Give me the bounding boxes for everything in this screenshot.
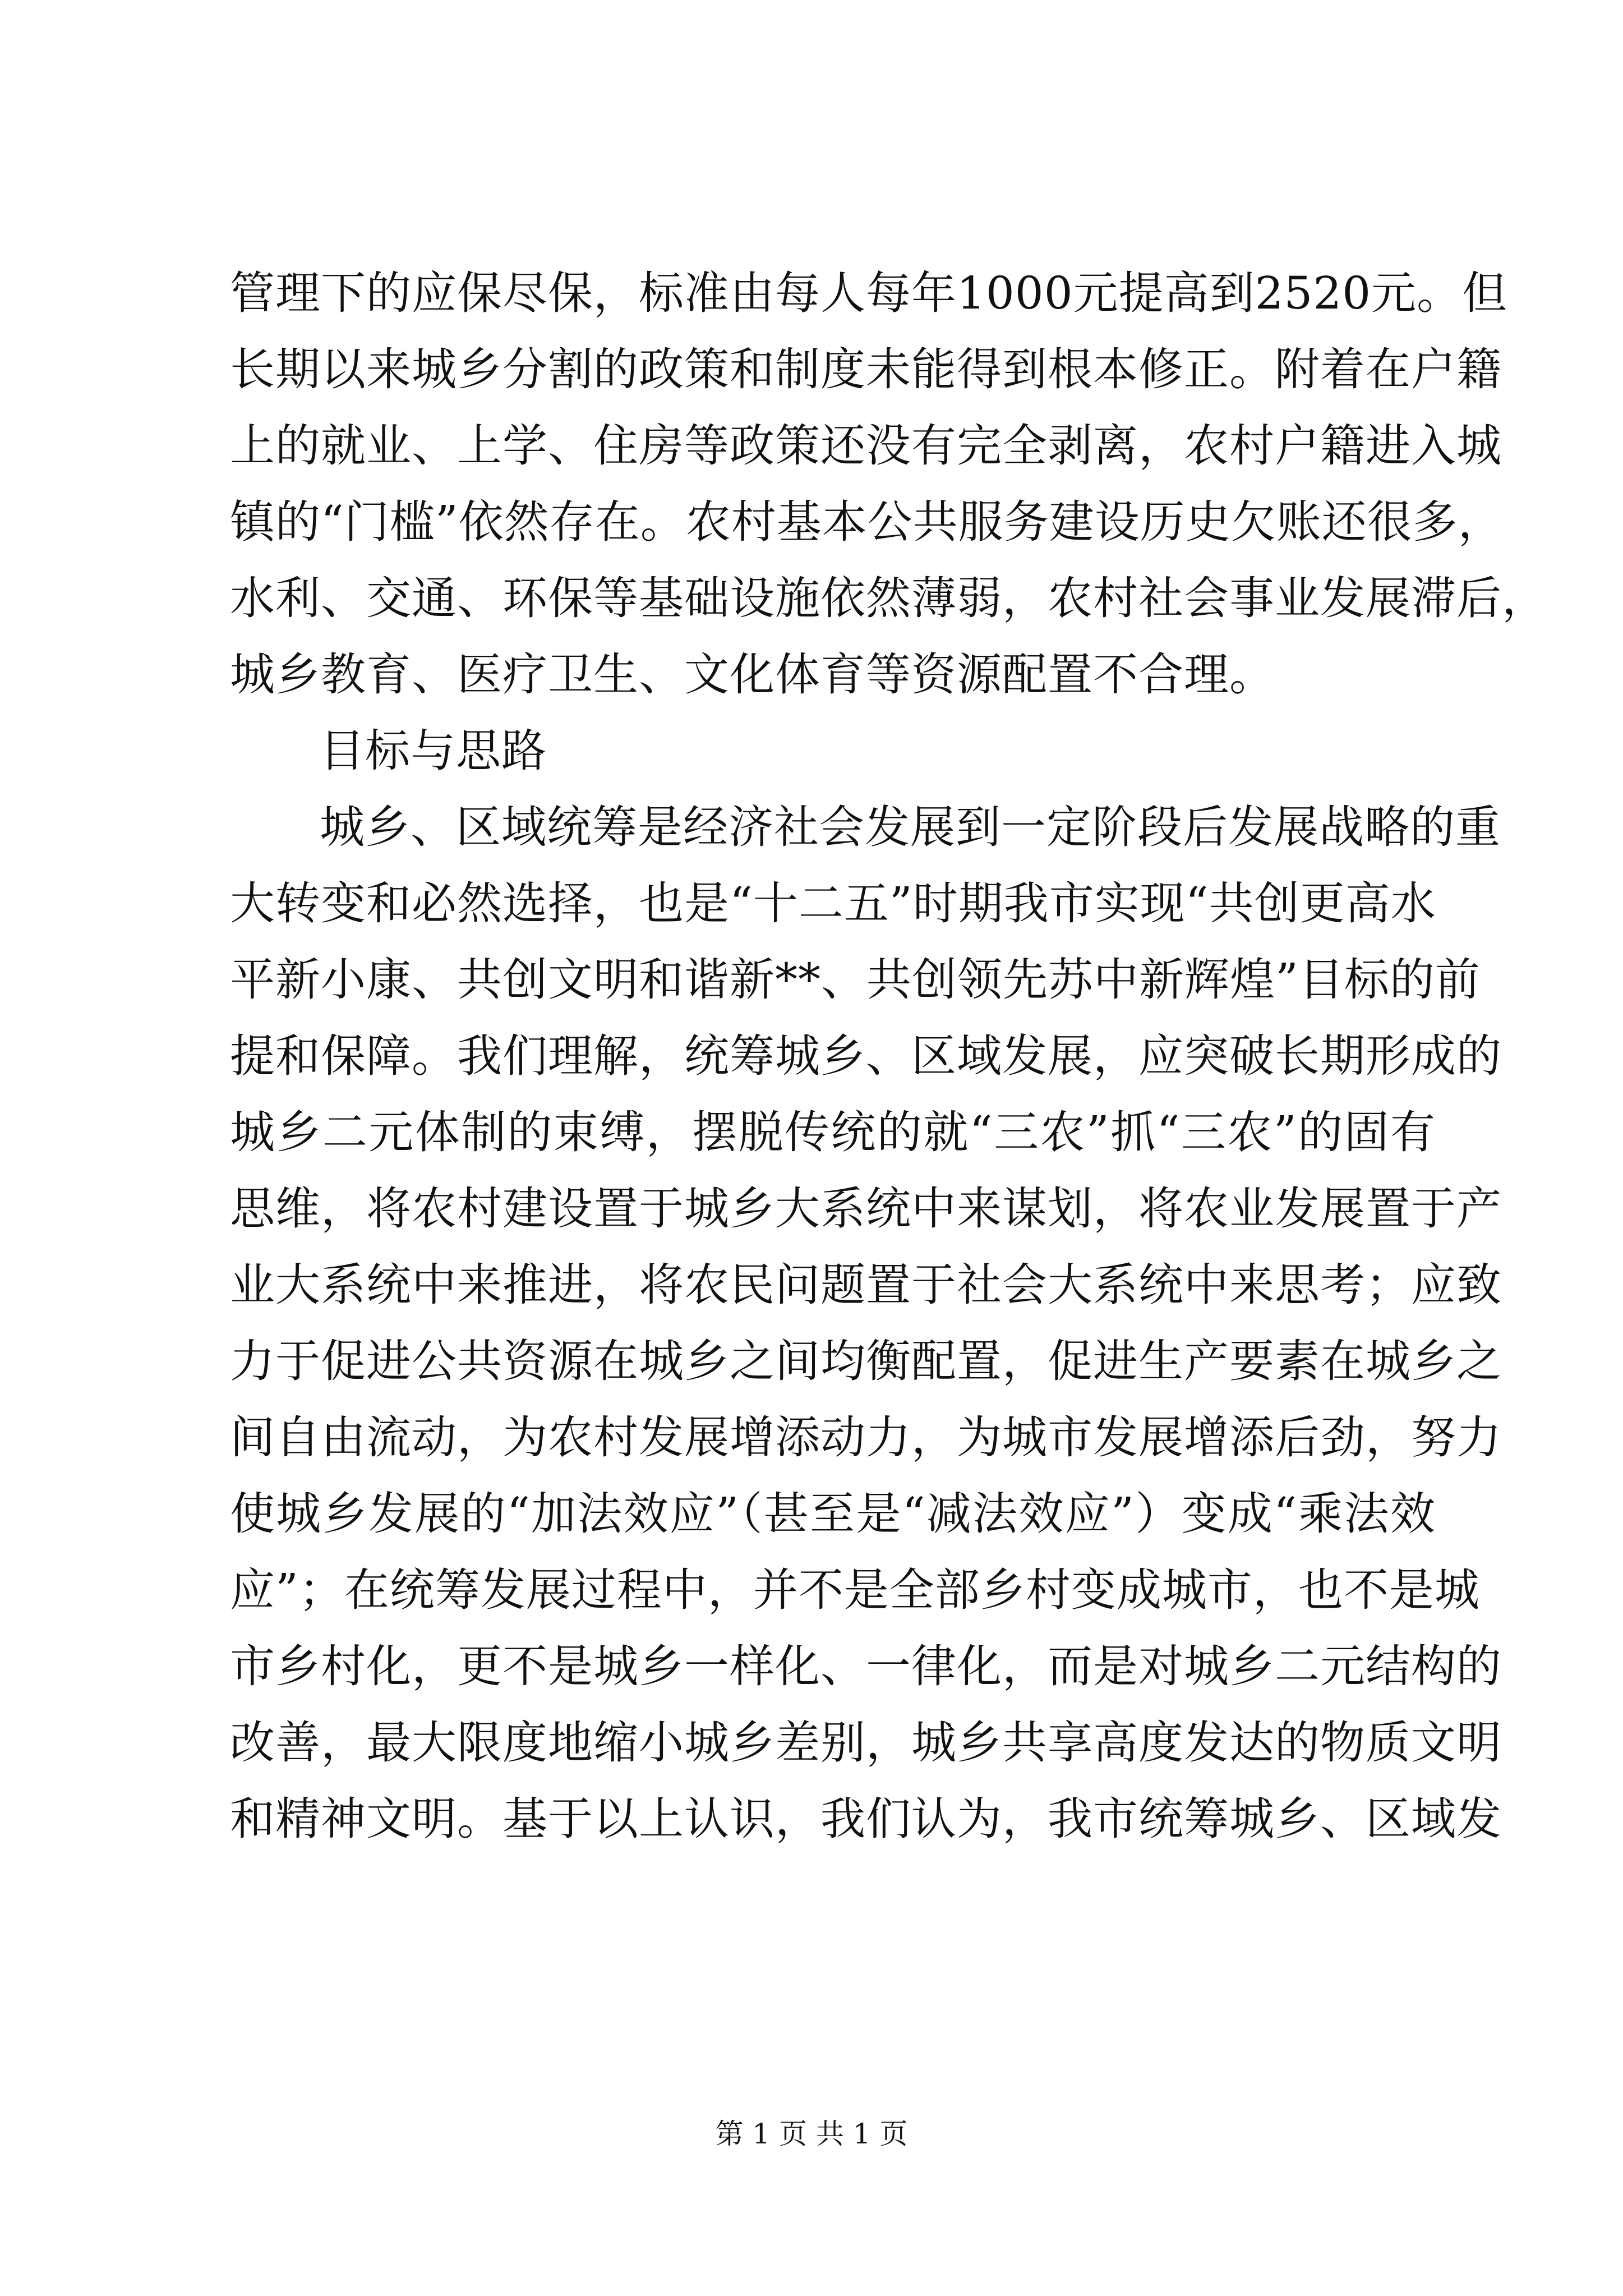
paragraph-line: 思维，将农村建设置于城乡大系统中来谋划，将农业发展置于产 (230, 1182, 1502, 1235)
paragraph-line: 上的就业、上学、住房等政策还没有完全剥离，农村户籍进入城 (230, 420, 1502, 472)
paragraph-line: 业大系统中来推进，将农民问题置于社会大系统中来思考；应致 (230, 1259, 1502, 1311)
page-number-footer: 第 1 页 共 1 页 (715, 2118, 908, 2150)
paragraph-line: 城乡二元体制的束缚，摆脱传统的就“三农”抓“三农”的固有 (230, 1106, 1436, 1158)
paragraph-line: 使城乡发展的“加法效应”（甚至是“减法效应”）变成“乘法效 (230, 1488, 1436, 1540)
paragraph-line: 水利、交通、环保等基础设施依然薄弱，农村社会事业发展滞后， (230, 572, 1547, 624)
paragraph-line: 改善，最大限度地缩小城乡差别，城乡共享高度发达的物质文明 (230, 1717, 1502, 1769)
paragraph-line: 长期以来城乡分割的政策和制度未能得到根本修正。附着在户籍 (230, 343, 1502, 395)
paragraph-line: 提和保障。我们理解，统筹城乡、区域发展，应突破长期形成的 (230, 1030, 1502, 1082)
section-heading: 目标与思路 (320, 725, 547, 777)
paragraph-line: 镇的“门槛”依然存在。农村基本公共服务建设历史欠账还很多， (230, 496, 1504, 548)
paragraph-line: 和精神文明。基于以上认识，我们认为，我市统筹城乡、区域发 (230, 1793, 1502, 1845)
paragraph-line: 管理下的应保尽保，标准由每人每年1000元提高到2520元。但 (230, 267, 1508, 319)
paragraph-line: 应”；在统筹发展过程中，并不是全部乡村变成城市，也不是城 (230, 1564, 1480, 1616)
paragraph-line: 市乡村化，更不是城乡一样化、一律化，而是对城乡二元结构的 (230, 1640, 1502, 1692)
paragraph-line: 间自由流动，为农村发展增添动力，为城市发展增添后劲，努力 (230, 1411, 1502, 1464)
paragraph-line: 城乡教育、医疗卫生、文化体育等资源配置不合理。 (230, 648, 1275, 701)
paragraph-line: 城乡、区域统筹是经济社会发展到一定阶段后发展战略的重 (320, 801, 1501, 853)
paragraph-line: 力于促进公共资源在城乡之间均衡配置，促进生产要素在城乡之 (230, 1335, 1502, 1387)
paragraph-line: 大转变和必然选择，也是“十二五”时期我市实现“共创更高水 (230, 877, 1436, 930)
document-body (230, 255, 1547, 1857)
paragraph-line: 平新小康、共创文明和谐新**、共创领先苏中新辉煌”目标的前 (230, 954, 1481, 1006)
